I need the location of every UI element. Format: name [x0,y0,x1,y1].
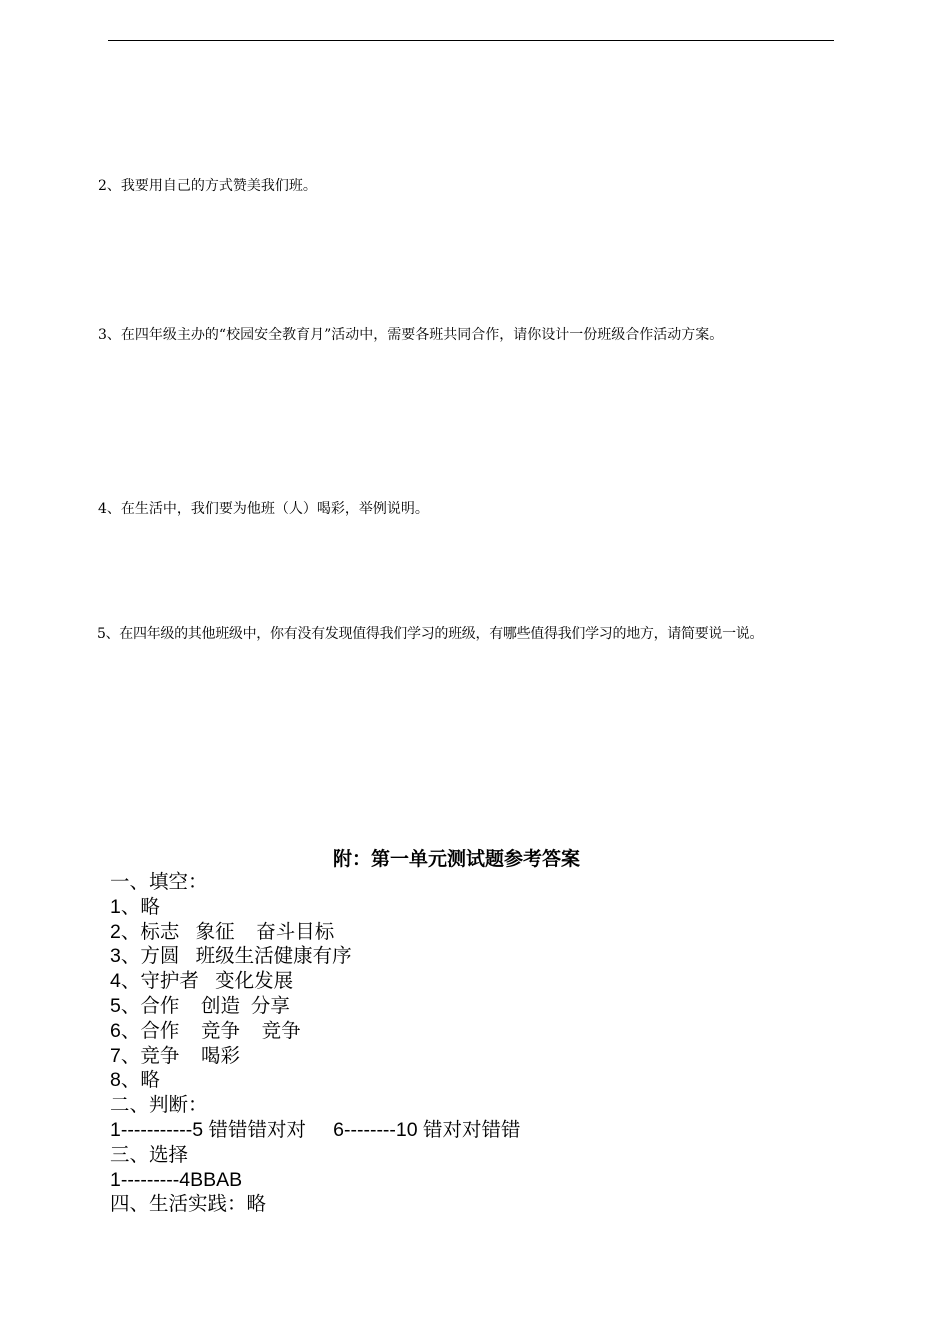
answer-line: 三、选择 [110,1143,189,1166]
answer-line: 6、合作 竞争 竞争 [110,1019,301,1042]
answer-line: 1、略 [110,895,160,918]
question-3: 3、在四年级主办的“校园安全教育月”活动中，需要各班共同合作，请你设计一份班级合作活动方案。 [98,327,724,343]
answer-line: 四、生活实践：略 [110,1193,267,1216]
answer-line: 3、方圆 班级生活健康有序 [110,945,352,968]
answer-line: 4、守护者 变化发展 [110,970,294,993]
answer-line: 5、合作 创造 分享 [110,994,290,1017]
answer-line: 8、略 [110,1069,160,1092]
answer-line: 一、填空： [110,871,208,893]
question-2: 2、我要用自己的方式赞美我们班。 [98,178,317,194]
answer-line: 1---------4BBAB [110,1168,243,1191]
question-5: 5、在四年级的其他班级中，你有没有发现值得我们学习的班级，有哪些值得我们学习的地方，请简要说一说。 [97,626,764,642]
answer-line: 2、标志 象征 奋斗目标 [110,920,335,943]
answer-key-title: 附：第一单元测试题参考答案 [332,848,580,870]
answer-line: 7、竞争 喝彩 [110,1044,241,1067]
answer-line: 1-----------5 错错错对对 6--------10 错对对错错 [110,1118,521,1141]
question-4: 4、在生活中，我们要为他班（人）喝彩，举例说明。 [98,501,429,517]
answer-key-list [110,870,521,1217]
header-rule [108,40,834,41]
answer-line: 二、判断： [110,1094,208,1117]
